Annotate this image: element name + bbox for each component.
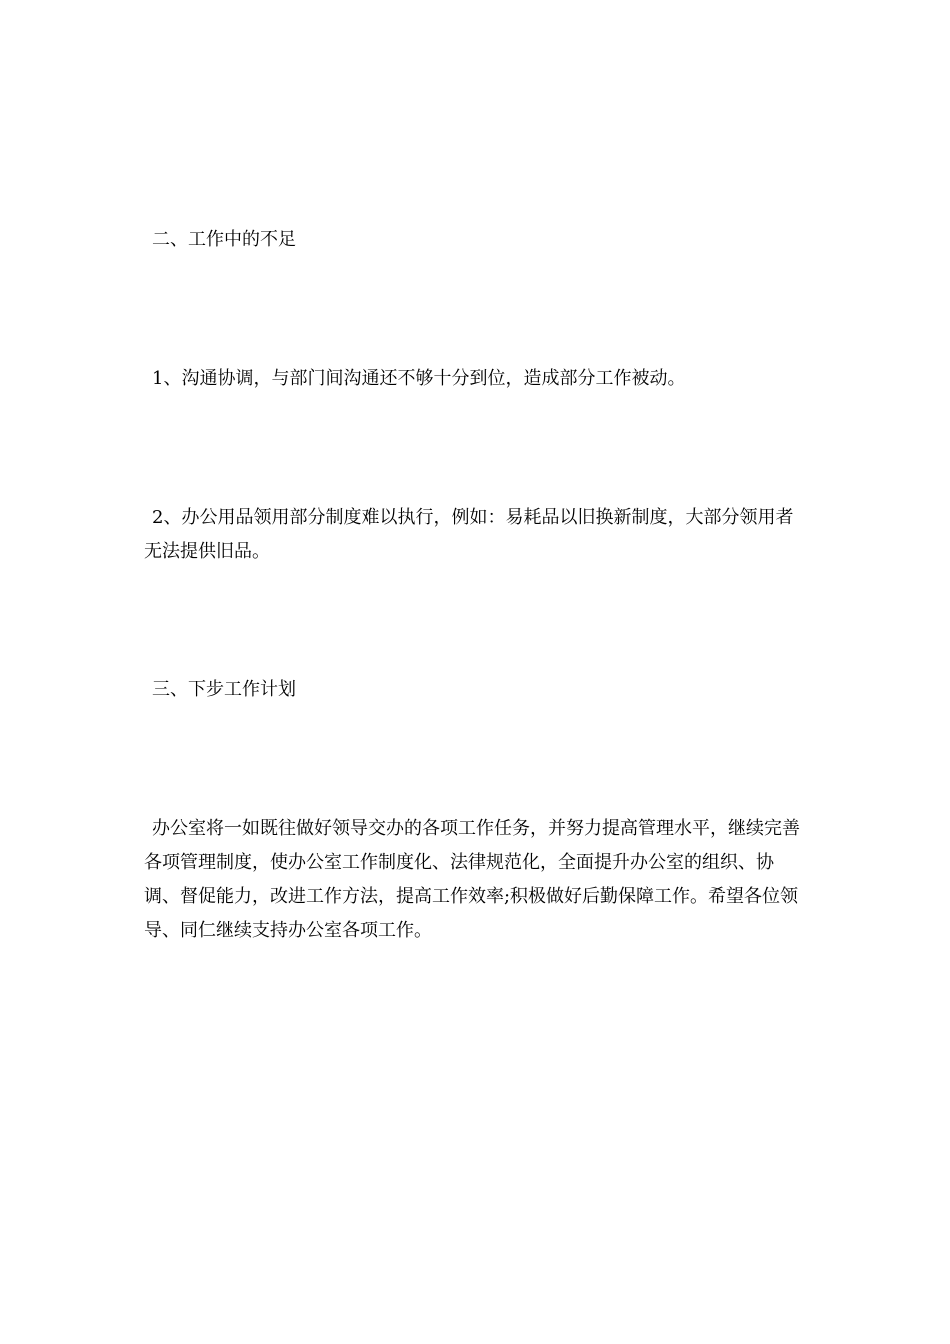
plan-paragraph: 办公室将一如既往做好领导交办的各项工作任务，并努力提高管理水平，继续完善各项管理制度，使办公室工作制度化、法律规范化，全面提升办公室的组织、协调、督促能力，改进工作方法，提高工作效率;积极做好后勤保障工作。希望各位领导、同仁继续支持办公室各项工作。	[144, 818, 800, 941]
section-heading-shortcomings: 二、工作中的不足	[152, 229, 296, 250]
list-item-office-supplies: 2、办公用品领用部分制度难以执行，例如：易耗品以旧换新制度，大部分领用者无法提供旧品。	[144, 507, 794, 562]
section-heading-next-plan: 三、下步工作计划	[152, 679, 296, 700]
list-item-communication: 1、沟通协调，与部门间沟通还不够十分到位，造成部分工作被动。	[152, 368, 686, 389]
